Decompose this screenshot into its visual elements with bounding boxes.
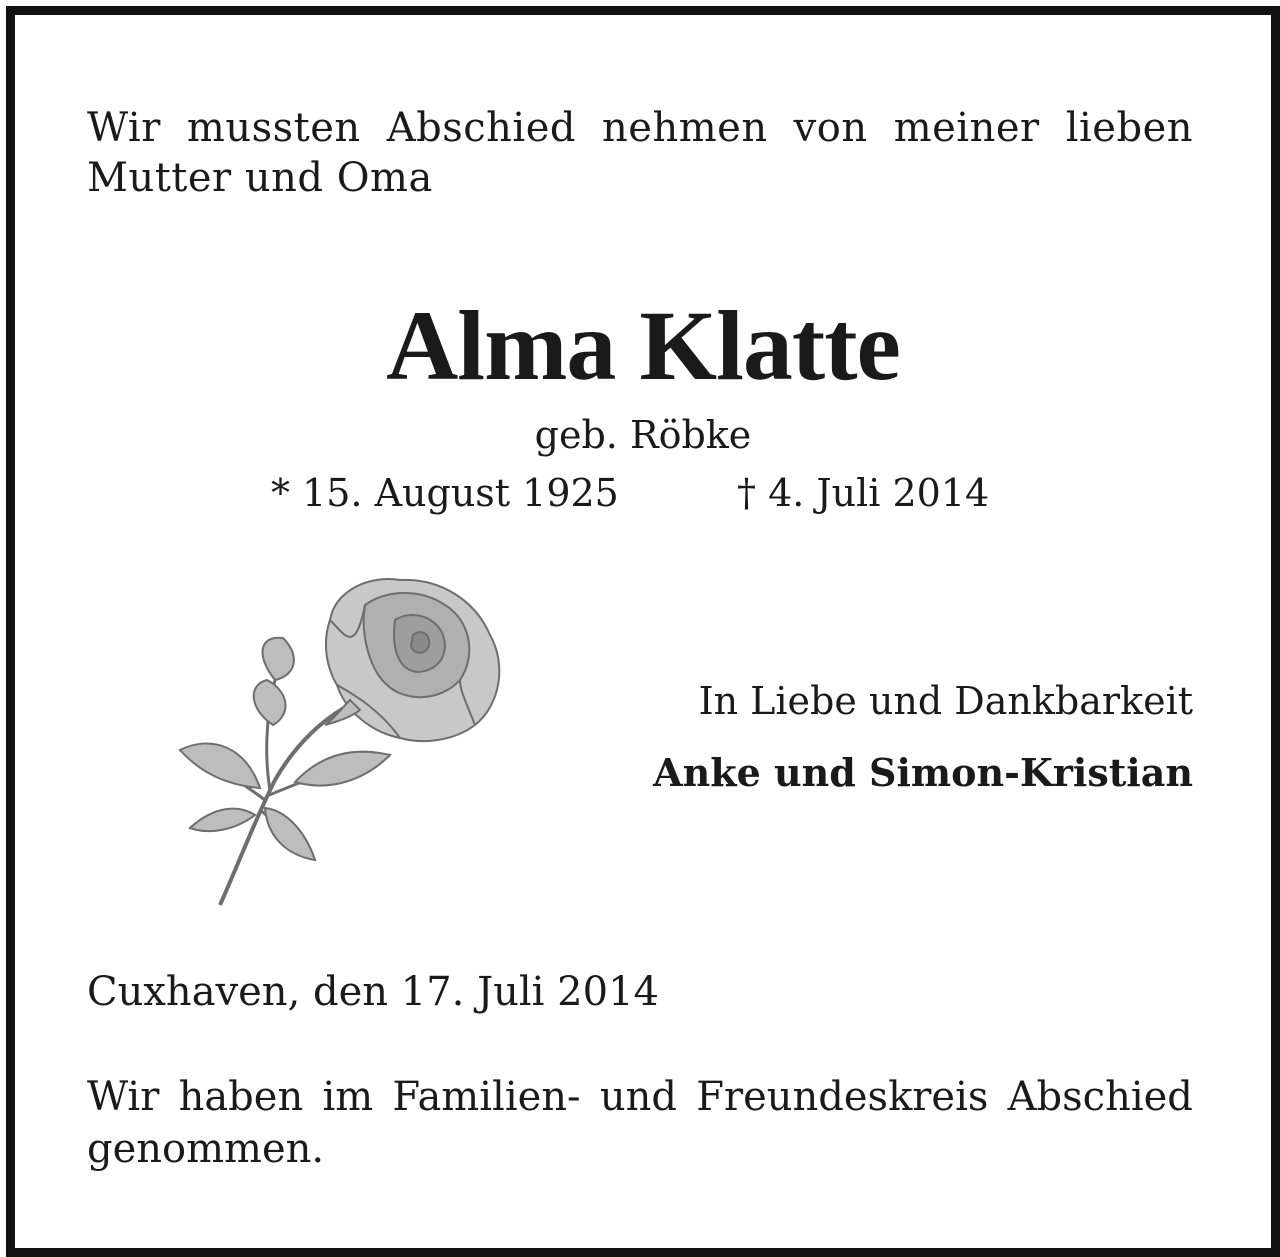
word: Abschied [386, 105, 576, 151]
word: lieben [1065, 105, 1193, 151]
word: im [322, 1074, 374, 1120]
word: und [599, 1074, 677, 1120]
family-names: Anke und Simon-Kristian [653, 750, 1193, 795]
word: meiner [893, 105, 1040, 151]
word: Wir [87, 1074, 160, 1120]
rose-icon [155, 560, 515, 910]
closing-text [87, 1071, 1193, 1175]
thanks-line: In Liebe und Dankbarkeit [698, 679, 1193, 723]
death-date: † 4. Juli 2014 [737, 471, 990, 515]
obituary-notice [6, 6, 1280, 1257]
closing-line-2: genommen. [87, 1126, 325, 1172]
word: Familien- [392, 1074, 581, 1120]
intro-line-1 [87, 103, 1193, 153]
intro-text [87, 103, 1193, 203]
deceased-name: Alma Klatte [386, 290, 900, 401]
word: von [793, 105, 868, 151]
word: nehmen [602, 105, 768, 151]
word: Freundeskreis [696, 1074, 989, 1120]
word: haben [178, 1074, 304, 1120]
closing-line-1 [87, 1071, 1193, 1123]
word: mussten [186, 105, 361, 151]
word: Abschied [1007, 1074, 1193, 1120]
place-and-date: Cuxhaven, den 17. Juli 2014 [87, 969, 659, 1015]
word: Wir [87, 105, 161, 151]
maiden-name: geb. Röbke [534, 413, 752, 457]
birth-date: * 15. August 1925 [271, 471, 619, 515]
intro-line-2: Mutter und Oma [87, 155, 433, 201]
